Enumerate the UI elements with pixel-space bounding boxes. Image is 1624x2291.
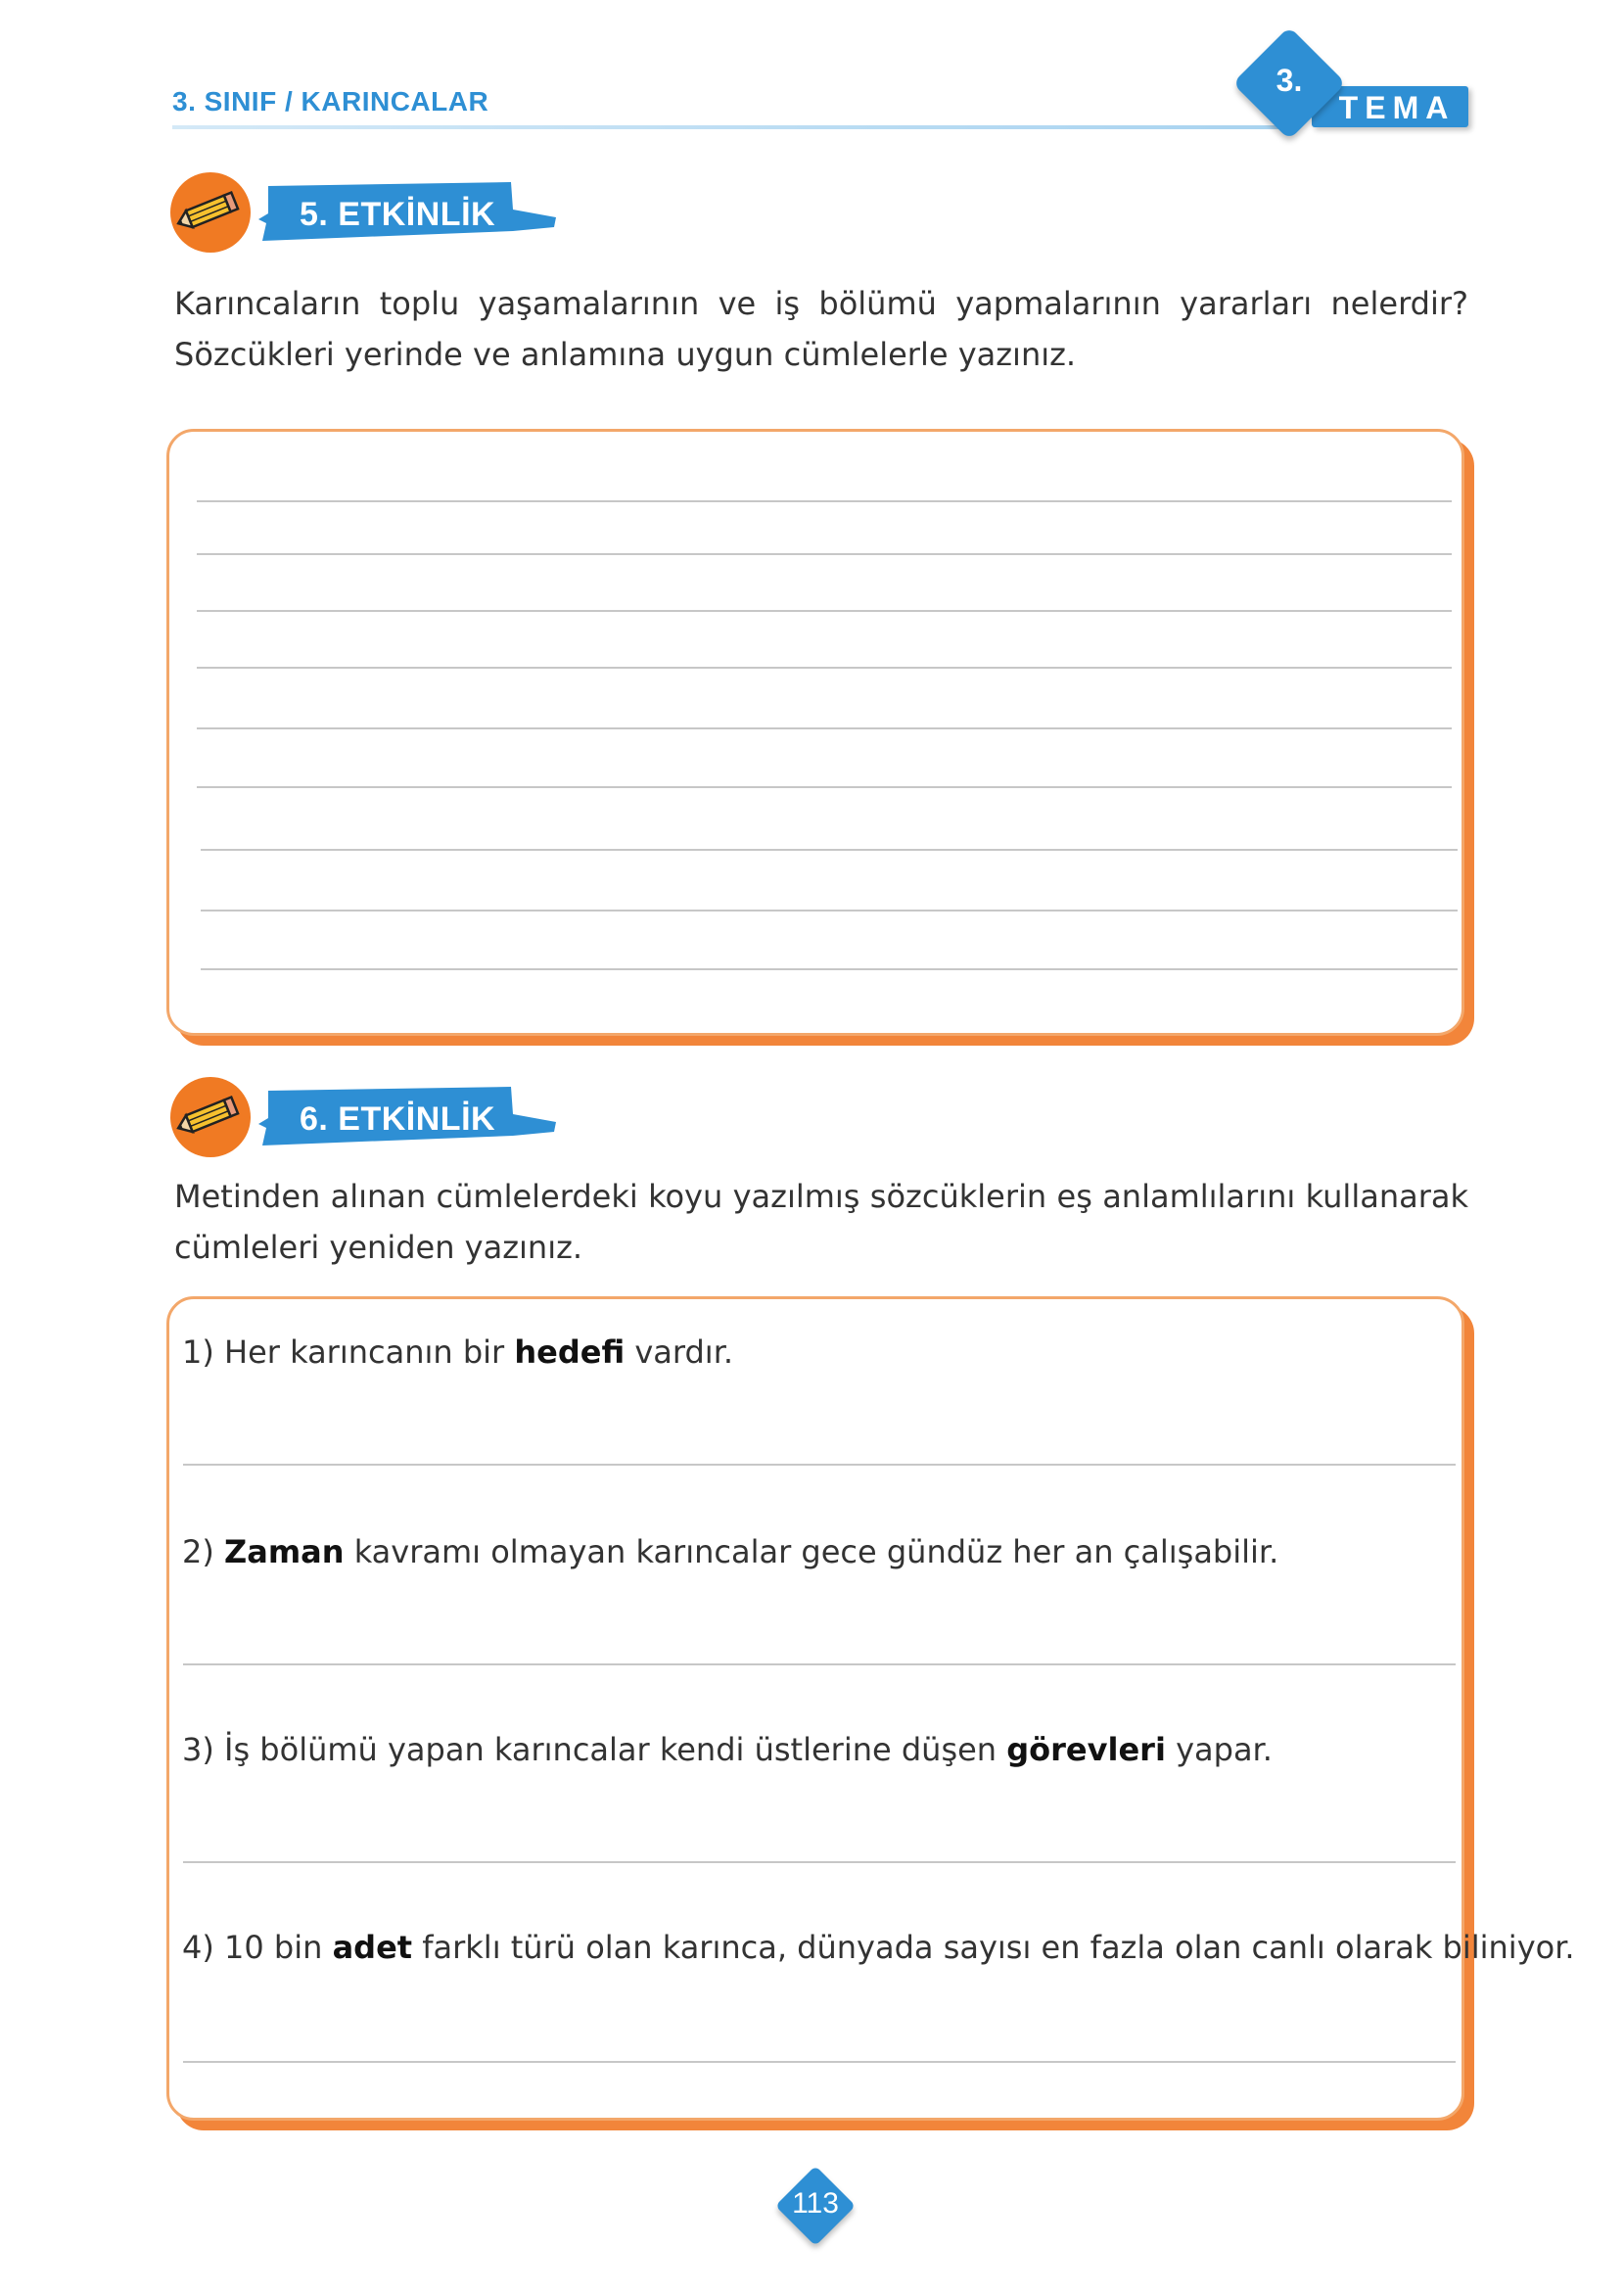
highlighted-word: görevleri (1006, 1731, 1166, 1768)
question-number: 3) (182, 1731, 214, 1768)
question-number: 1) (182, 1333, 214, 1371)
answer-line[interactable] (183, 2061, 1456, 2063)
answer-line[interactable] (183, 1663, 1456, 1665)
activity6-label: 6. ETKİNLİK (300, 1100, 496, 1138)
pencil-icon (170, 172, 251, 253)
question-text: farklı türü olan karınca, dünyada sayısı en fazla olan canlı olarak biliniyor. (422, 1929, 1575, 1966)
question-number: 2) (182, 1533, 214, 1570)
writing-line (197, 553, 1452, 555)
header-divider (172, 125, 1288, 129)
question-text: kavramı olmayan karıncalar gece gündüz her an çalışabilir. (353, 1533, 1279, 1570)
activity6-answer-box (166, 1296, 1464, 2121)
writing-line (201, 910, 1458, 912)
writing-line (197, 727, 1452, 729)
question-text: Her karıncanın bir (224, 1333, 505, 1371)
writing-line (197, 610, 1452, 612)
highlighted-word: hedefi (514, 1333, 626, 1371)
activity5-label: 5. ETKİNLİK (300, 196, 496, 233)
highlighted-word: adet (332, 1929, 413, 1966)
activity5-answer-box[interactable] (166, 429, 1464, 1036)
writing-line (201, 968, 1458, 970)
question-2 (182, 1533, 1278, 1570)
question-text: vardır. (634, 1333, 734, 1371)
question-text: yapar. (1176, 1731, 1273, 1768)
writing-line (197, 500, 1452, 502)
highlighted-word: Zaman (224, 1533, 345, 1570)
writing-line (197, 667, 1452, 669)
activity5-instruction: Karıncaların toplu yaşamalarının ve iş bölümü yapmalarının yararları nelerdir? Sözcükleri yerinde ve anlamına uygun cümlelerle yazınız. (174, 285, 1468, 373)
page-number: 113 (792, 2187, 839, 2220)
writing-line (201, 849, 1458, 851)
question-3 (182, 1731, 1273, 1768)
question-1 (182, 1333, 733, 1371)
question-number: 4) (182, 1929, 214, 1966)
tema-number: 3. (1276, 63, 1303, 98)
pencil-icon (170, 1077, 251, 1157)
writing-line (197, 786, 1452, 788)
question-4 (182, 1929, 1575, 1966)
answer-line[interactable] (183, 1464, 1456, 1466)
question-text: İş bölümü yapan karıncalar kendi üstlerine düşen (224, 1731, 998, 1768)
answer-line[interactable] (183, 1861, 1456, 1863)
activity6-instruction: Metinden alınan cümlelerdeki koyu yazılmış sözcüklerin eş anlamlılarını kullanarak cümleleri yeniden yazınız. (174, 1178, 1468, 1266)
question-text: 10 bin (224, 1929, 323, 1966)
header-title: 3. SINIF / KARINCALAR (172, 86, 489, 117)
tema-label: TEMA (1338, 90, 1456, 125)
